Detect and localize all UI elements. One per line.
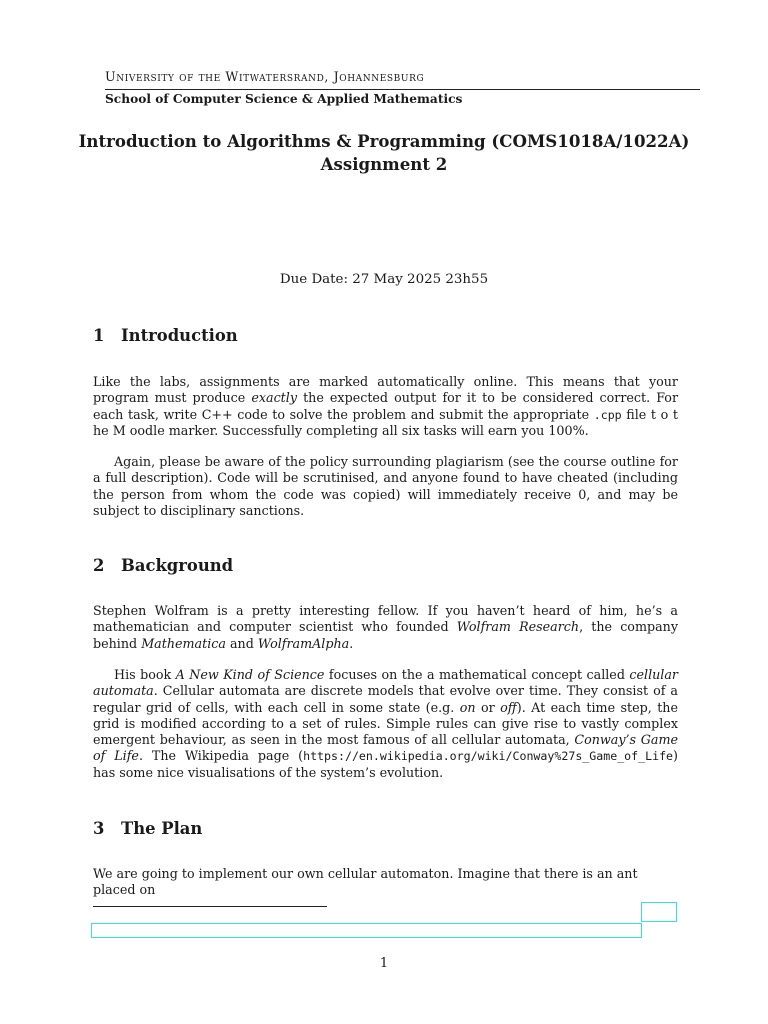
text-run: . Cellular automata are discrete models that evolve over time. They consist of a regular grid of cells, with each cell in some state (e.g. [93, 683, 678, 715]
section-heading-introduction [93, 326, 238, 345]
section-heading-background [93, 556, 233, 575]
text-run: ) has some nice visualisations of the system’s evolution. [93, 748, 678, 780]
text-run: focuses on the a mathematical concept called [324, 667, 630, 682]
assignment-title: Assignment 2 [320, 154, 448, 174]
code-text: .cpp [593, 407, 622, 422]
text-run: ). At each time step, the grid is modified according to a set of rules. Simple rules can give rise to vastly complex emergent behaviour, as seen in the most famous of all cellular automata, [93, 699, 678, 748]
emphasis-text: Wolfram Research [456, 619, 580, 635]
emphasis-text: exactly [251, 390, 298, 406]
footnote-link-box[interactable] [641, 902, 677, 922]
section-heading-the-plan [93, 819, 202, 838]
text-run: . The Wikipedia page ( [138, 748, 304, 764]
text-run: Stephen Wolfram is a pretty interesting fellow. If you haven’t heard of him, he’s a mathematician and computer scientist who founded [93, 603, 678, 635]
emphasis-text: Mathematica [141, 635, 226, 651]
due-date: Due Date: 27 May 2025 23h55 [279, 272, 489, 287]
university-name: University of the Witwatersrand, Johannesburg [105, 69, 425, 84]
emphasis-text: off [500, 699, 517, 715]
header-divider [105, 89, 700, 90]
section-title: The Plan [121, 819, 203, 838]
page-number: 1 [379, 956, 389, 971]
text-run: or [475, 699, 501, 715]
section-number: 2 [93, 556, 105, 575]
plan-paragraph-1: We are going to implement our own cellular automaton. Imagine that there is an ant placed on [93, 866, 638, 898]
background-paragraph-1 [93, 603, 678, 652]
footnote-divider [93, 906, 327, 907]
text-run: , the company behind [93, 619, 678, 651]
background-paragraph-2 [93, 667, 678, 781]
wikipedia-link[interactable]: https://en.wikipedia.org/wiki/Conway%27s_Game_of_Life [303, 749, 674, 764]
text-run: the expected output for it to be considered correct. For each task, write C++ code to solve the problem and submit the appropriate [93, 390, 679, 422]
section-number: 3 [93, 819, 105, 838]
section-title: Background [121, 556, 234, 575]
emphasis-text: cellular automata [93, 667, 678, 699]
emphasis-text: A New Kind of Science [175, 667, 325, 682]
text-run: and [225, 635, 258, 651]
text-run: file t o t he M oodle marker. Successfully completing all six tasks will earn you 100%. [93, 406, 678, 438]
emphasis-text: Conway’s Game of Life [93, 732, 678, 764]
intro-paragraph-2: Again, please be aware of the policy surrounding plagiarism (see the course outline for a full description). Code will be scrutinised, and anyone found to have cheated (including the person from whom the code was copied) will immediately receive 0, and may be subject to disciplinary sanctions. [93, 454, 678, 518]
intro-paragraph-1 [93, 374, 678, 439]
section-title: Introduction [121, 326, 238, 345]
emphasis-text: WolframAlpha [257, 635, 350, 651]
course-title: Introduction to Algorithms & Programming (COMS1018A/1022A) [78, 131, 690, 151]
text-run: His book [114, 667, 176, 682]
section-number: 1 [93, 326, 105, 345]
footnote-url-link-box[interactable] [91, 923, 642, 938]
text-run: . [349, 635, 354, 651]
text-run: Like the labs, assignments are marked automatically online. This means that your program must produce [93, 374, 678, 406]
emphasis-text: on [459, 699, 476, 715]
school-name: School of Computer Science & Applied Mathematics [105, 92, 463, 106]
